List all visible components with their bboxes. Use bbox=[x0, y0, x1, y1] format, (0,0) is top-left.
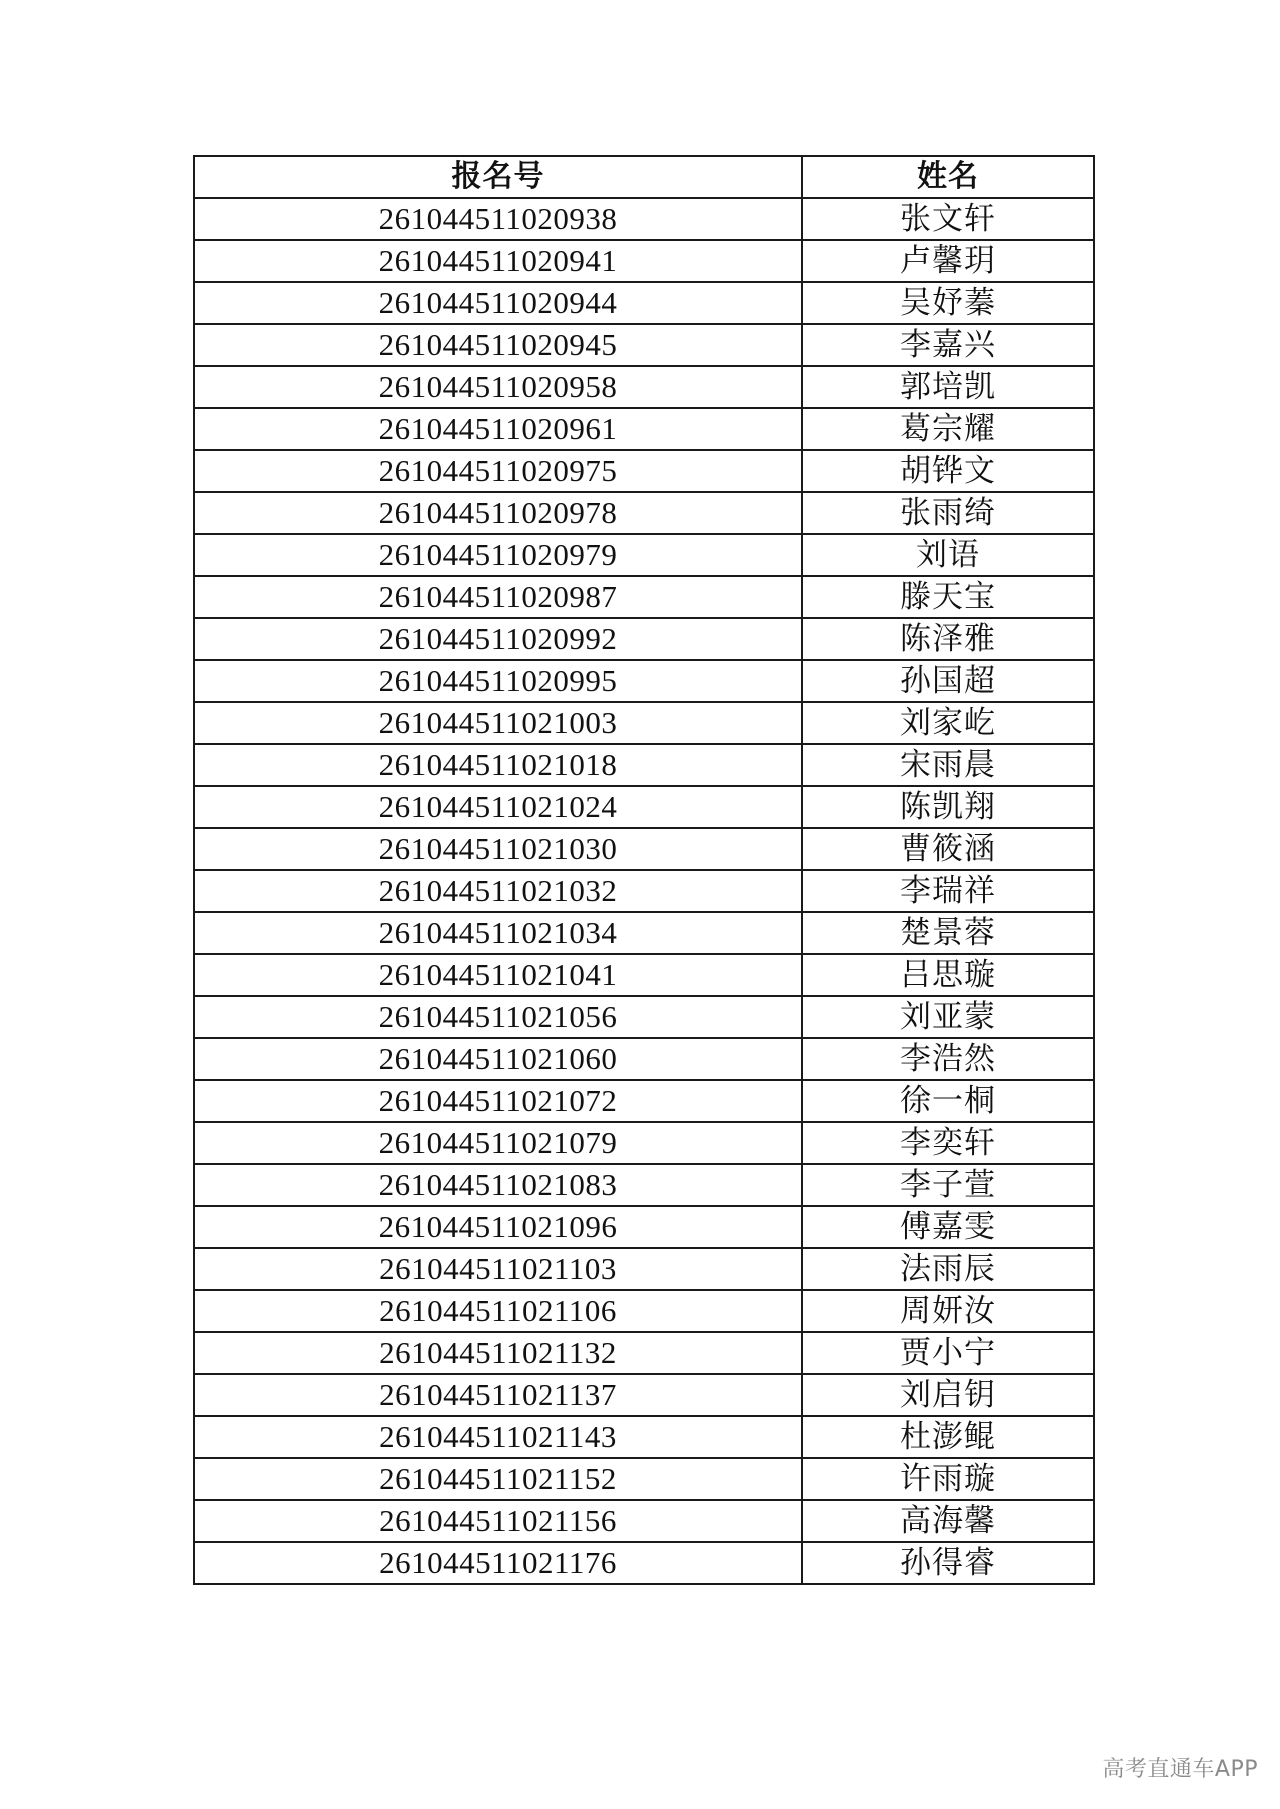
registration-number-cell: 261044511021083 bbox=[194, 1164, 802, 1206]
student-name-cell: 吕思璇 bbox=[802, 954, 1094, 996]
student-name-cell: 李瑞祥 bbox=[802, 870, 1094, 912]
student-name-cell: 李浩然 bbox=[802, 1038, 1094, 1080]
registration-number-cell: 261044511021152 bbox=[194, 1458, 802, 1500]
table-body bbox=[194, 198, 1094, 1584]
table-row bbox=[194, 324, 1094, 366]
table-row bbox=[194, 1080, 1094, 1122]
table-row bbox=[194, 1500, 1094, 1542]
student-name-cell: 李嘉兴 bbox=[802, 324, 1094, 366]
registration-number-cell: 261044511020992 bbox=[194, 618, 802, 660]
student-name-cell: 曹筱涵 bbox=[802, 828, 1094, 870]
student-name-cell: 高海馨 bbox=[802, 1500, 1094, 1542]
table-row bbox=[194, 1332, 1094, 1374]
registration-number-cell: 261044511020961 bbox=[194, 408, 802, 450]
registration-number-cell: 261044511021056 bbox=[194, 996, 802, 1038]
registration-number-cell: 261044511021018 bbox=[194, 744, 802, 786]
table-row bbox=[194, 912, 1094, 954]
registration-number-cell: 261044511021079 bbox=[194, 1122, 802, 1164]
student-name-cell: 张雨绮 bbox=[802, 492, 1094, 534]
table-row bbox=[194, 1206, 1094, 1248]
table-row bbox=[194, 282, 1094, 324]
student-name-cell: 孙得睿 bbox=[802, 1542, 1094, 1584]
student-name-cell: 刘亚蒙 bbox=[802, 996, 1094, 1038]
registration-number-cell: 261044511021103 bbox=[194, 1248, 802, 1290]
table-row bbox=[194, 450, 1094, 492]
student-name-cell: 傅嘉雯 bbox=[802, 1206, 1094, 1248]
registration-number-cell: 261044511020978 bbox=[194, 492, 802, 534]
table-row bbox=[194, 1038, 1094, 1080]
student-name-cell: 刘语 bbox=[802, 534, 1094, 576]
registration-number-cell: 261044511020995 bbox=[194, 660, 802, 702]
student-name-cell: 陈凯翔 bbox=[802, 786, 1094, 828]
table-row bbox=[194, 576, 1094, 618]
student-name-cell: 许雨璇 bbox=[802, 1458, 1094, 1500]
registration-number-cell: 261044511021176 bbox=[194, 1542, 802, 1584]
table-row bbox=[194, 618, 1094, 660]
table-row bbox=[194, 492, 1094, 534]
student-name-cell: 李奕轩 bbox=[802, 1122, 1094, 1164]
table-row bbox=[194, 198, 1094, 240]
registration-number-cell: 261044511021106 bbox=[194, 1290, 802, 1332]
registration-number-cell: 261044511021032 bbox=[194, 870, 802, 912]
table-row bbox=[194, 996, 1094, 1038]
table-row bbox=[194, 366, 1094, 408]
registration-number-cell: 261044511021034 bbox=[194, 912, 802, 954]
student-name-cell: 李子萱 bbox=[802, 1164, 1094, 1206]
registration-number-cell: 261044511020987 bbox=[194, 576, 802, 618]
registration-number-cell: 261044511021024 bbox=[194, 786, 802, 828]
registration-number-cell: 261044511020975 bbox=[194, 450, 802, 492]
student-name-cell: 葛宗耀 bbox=[802, 408, 1094, 450]
registration-number-cell: 261044511020941 bbox=[194, 240, 802, 282]
table-row bbox=[194, 1416, 1094, 1458]
table-row bbox=[194, 1290, 1094, 1332]
table-row bbox=[194, 702, 1094, 744]
student-name-cell: 法雨辰 bbox=[802, 1248, 1094, 1290]
table-row bbox=[194, 828, 1094, 870]
registration-number-cell: 261044511021072 bbox=[194, 1080, 802, 1122]
student-name-cell: 郭培凯 bbox=[802, 366, 1094, 408]
registration-number-cell: 261044511020958 bbox=[194, 366, 802, 408]
table-row bbox=[194, 1542, 1094, 1584]
student-name-cell: 吴妤蓁 bbox=[802, 282, 1094, 324]
student-name-cell: 滕天宝 bbox=[802, 576, 1094, 618]
table-row bbox=[194, 660, 1094, 702]
registration-number-cell: 261044511020945 bbox=[194, 324, 802, 366]
table-row bbox=[194, 786, 1094, 828]
student-name-cell: 刘启钥 bbox=[802, 1374, 1094, 1416]
table-row bbox=[194, 1164, 1094, 1206]
student-name-cell: 张文轩 bbox=[802, 198, 1094, 240]
registration-number-cell: 261044511021143 bbox=[194, 1416, 802, 1458]
student-name-cell: 贾小宁 bbox=[802, 1332, 1094, 1374]
table-row bbox=[194, 534, 1094, 576]
registration-number-cell: 261044511021132 bbox=[194, 1332, 802, 1374]
registration-number-cell: 261044511021030 bbox=[194, 828, 802, 870]
registration-number-cell: 261044511020979 bbox=[194, 534, 802, 576]
registration-number-cell: 261044511020938 bbox=[194, 198, 802, 240]
student-name-cell: 孙国超 bbox=[802, 660, 1094, 702]
table-row bbox=[194, 408, 1094, 450]
header-registration-number: 报名号 bbox=[194, 156, 802, 198]
student-name-cell: 宋雨晨 bbox=[802, 744, 1094, 786]
table-row bbox=[194, 1122, 1094, 1164]
header-name: 姓名 bbox=[802, 156, 1094, 198]
registration-number-cell: 261044511021156 bbox=[194, 1500, 802, 1542]
registration-table bbox=[193, 155, 1095, 1585]
registration-number-cell: 261044511021137 bbox=[194, 1374, 802, 1416]
registration-number-cell: 261044511021096 bbox=[194, 1206, 802, 1248]
registration-number-cell: 261044511020944 bbox=[194, 282, 802, 324]
student-name-cell: 陈泽雅 bbox=[802, 618, 1094, 660]
watermark-text: 高考直通车APP bbox=[1102, 1757, 1258, 1782]
student-name-cell: 杜澎鲲 bbox=[802, 1416, 1094, 1458]
student-name-cell: 徐一桐 bbox=[802, 1080, 1094, 1122]
table-row bbox=[194, 744, 1094, 786]
table-row bbox=[194, 240, 1094, 282]
student-name-cell: 胡铧文 bbox=[802, 450, 1094, 492]
table-row bbox=[194, 1248, 1094, 1290]
student-name-cell: 周妍汝 bbox=[802, 1290, 1094, 1332]
table-row bbox=[194, 1374, 1094, 1416]
table-header-row bbox=[194, 156, 1094, 198]
student-name-cell: 刘家屹 bbox=[802, 702, 1094, 744]
student-name-cell: 卢馨玥 bbox=[802, 240, 1094, 282]
student-name-cell: 楚景蓉 bbox=[802, 912, 1094, 954]
registration-number-cell: 261044511021003 bbox=[194, 702, 802, 744]
table-row bbox=[194, 1458, 1094, 1500]
registration-number-cell: 261044511021060 bbox=[194, 1038, 802, 1080]
registration-number-cell: 261044511021041 bbox=[194, 954, 802, 996]
table-row bbox=[194, 954, 1094, 996]
table-row bbox=[194, 870, 1094, 912]
